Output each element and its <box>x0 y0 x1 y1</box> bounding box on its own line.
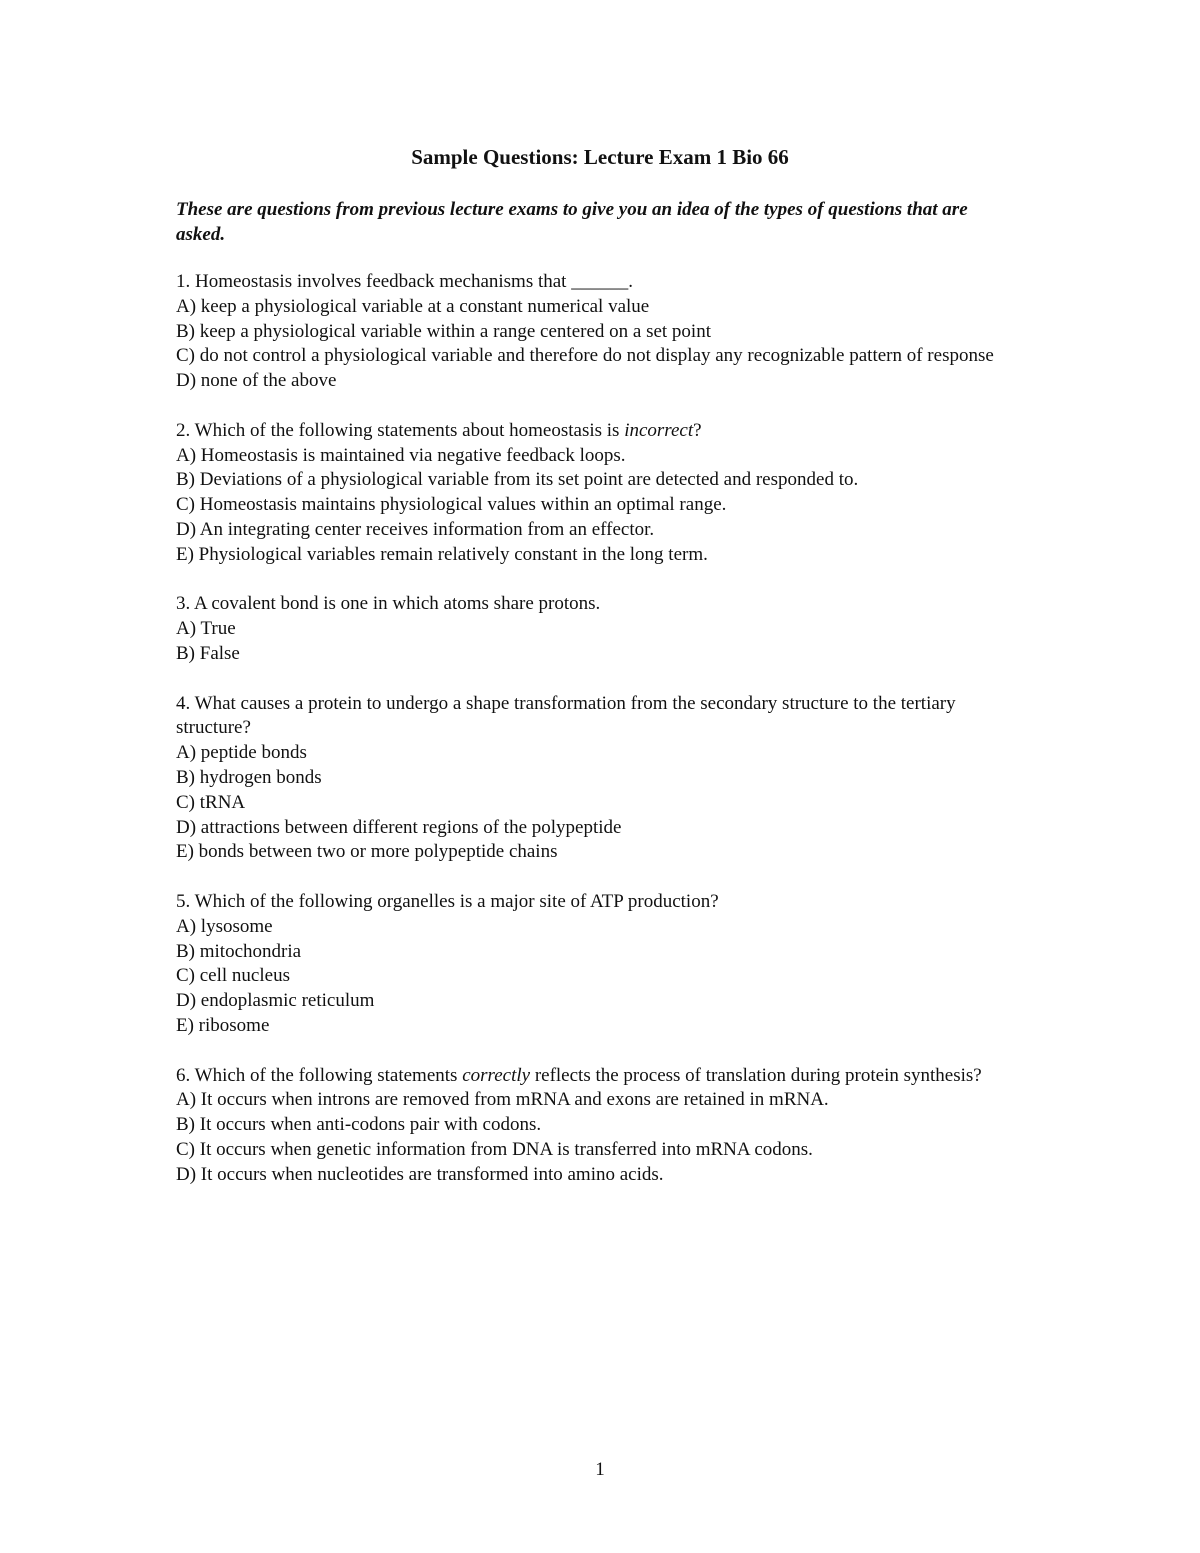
answer-option: A) It occurs when introns are removed from mRNA and exons are retained in mRNA. <box>176 1089 829 1111</box>
question-stem-text: 1. Homeostasis involves feedback mechanisms that ______. <box>176 271 633 292</box>
answer-option: D) It occurs when nucleotides are transformed into amino acids. <box>176 1163 664 1185</box>
answer-option: C) It occurs when genetic information from DNA is transferred into mRNA codons. <box>176 1138 813 1160</box>
answer-option: A) True <box>176 618 236 640</box>
answer-option: B) Deviations of a physiological variable from its set point are detected and responded to. <box>176 469 859 491</box>
answer-option: E) ribosome <box>176 1014 270 1036</box>
question-list <box>176 270 1016 1212</box>
question-stem-text: 6. Which of the following statements <box>176 1064 463 1086</box>
answer-option: B) mitochondria <box>176 940 302 962</box>
question-stem-text: 2. Which of the following statements about homeostasis is <box>176 419 625 441</box>
answer-option: B) keep a physiological variable within a range centered on a set point <box>176 320 711 342</box>
question-stem <box>176 890 1016 915</box>
answer-option: C) cell nucleus <box>176 965 290 987</box>
question-stem-emphasis: correctly <box>462 1064 531 1086</box>
answer-option: B) hydrogen bonds <box>176 766 322 788</box>
page-title: Sample Questions: Lecture Exam 1 Bio 66 <box>411 145 789 169</box>
answer-option: A) peptide bonds <box>176 742 307 764</box>
question-stem-text-end: ? <box>693 419 702 441</box>
question-stem <box>176 692 1016 742</box>
question-stem-text-end: reflects the process of translation during protein synthesis? <box>530 1064 982 1086</box>
answer-option: A) Homeostasis is maintained via negative feedback loops. <box>176 444 626 466</box>
question-item <box>176 419 1016 568</box>
question-item <box>176 1064 1016 1188</box>
answer-option: D) endoplasmic reticulum <box>176 990 375 1012</box>
answer-option: B) It occurs when anti-codons pair with codons. <box>176 1114 542 1136</box>
question-stem <box>176 592 1016 617</box>
question-stem <box>176 1064 1016 1089</box>
answer-option: D) An integrating center receives information from an effector. <box>176 518 655 540</box>
question-stem-text: 4. What causes a protein to undergo a shape transformation from the secondary structure to the tertiary structure? <box>176 692 956 739</box>
question-stem <box>176 270 1016 295</box>
question-item <box>176 692 1016 866</box>
question-item <box>176 890 1016 1039</box>
answer-option: B) False <box>176 642 240 664</box>
intro-text: These are questions from previous lecture exams to give you an idea of the types of questions that are asked. <box>176 199 968 245</box>
answer-option: D) attractions between different regions of the polypeptide <box>176 816 622 838</box>
question-stem-text: 5. Which of the following organelles is a major site of ATP production? <box>176 890 719 912</box>
page-number: 1 <box>595 1459 605 1480</box>
answer-option: A) lysosome <box>176 915 273 937</box>
question-stem-text: 3. A covalent bond is one in which atoms share protons. <box>176 593 601 615</box>
question-item <box>176 270 1016 394</box>
answer-option: D) none of the above <box>176 370 337 392</box>
question-stem-emphasis: incorrect <box>624 419 694 441</box>
answer-option: C) Homeostasis maintains physiological values within an optimal range. <box>176 494 727 516</box>
answer-option: C) do not control a physiological variable and therefore do not display any recognizable pattern of response <box>176 345 994 367</box>
answer-option: E) Physiological variables remain relatively constant in the long term. <box>176 543 708 565</box>
answer-option: A) keep a physiological variable at a constant numerical value <box>176 295 650 317</box>
answer-option: E) bonds between two or more polypeptide chains <box>176 841 558 863</box>
question-item <box>176 592 1016 666</box>
answer-option: C) tRNA <box>176 791 246 813</box>
question-stem <box>176 419 1016 444</box>
